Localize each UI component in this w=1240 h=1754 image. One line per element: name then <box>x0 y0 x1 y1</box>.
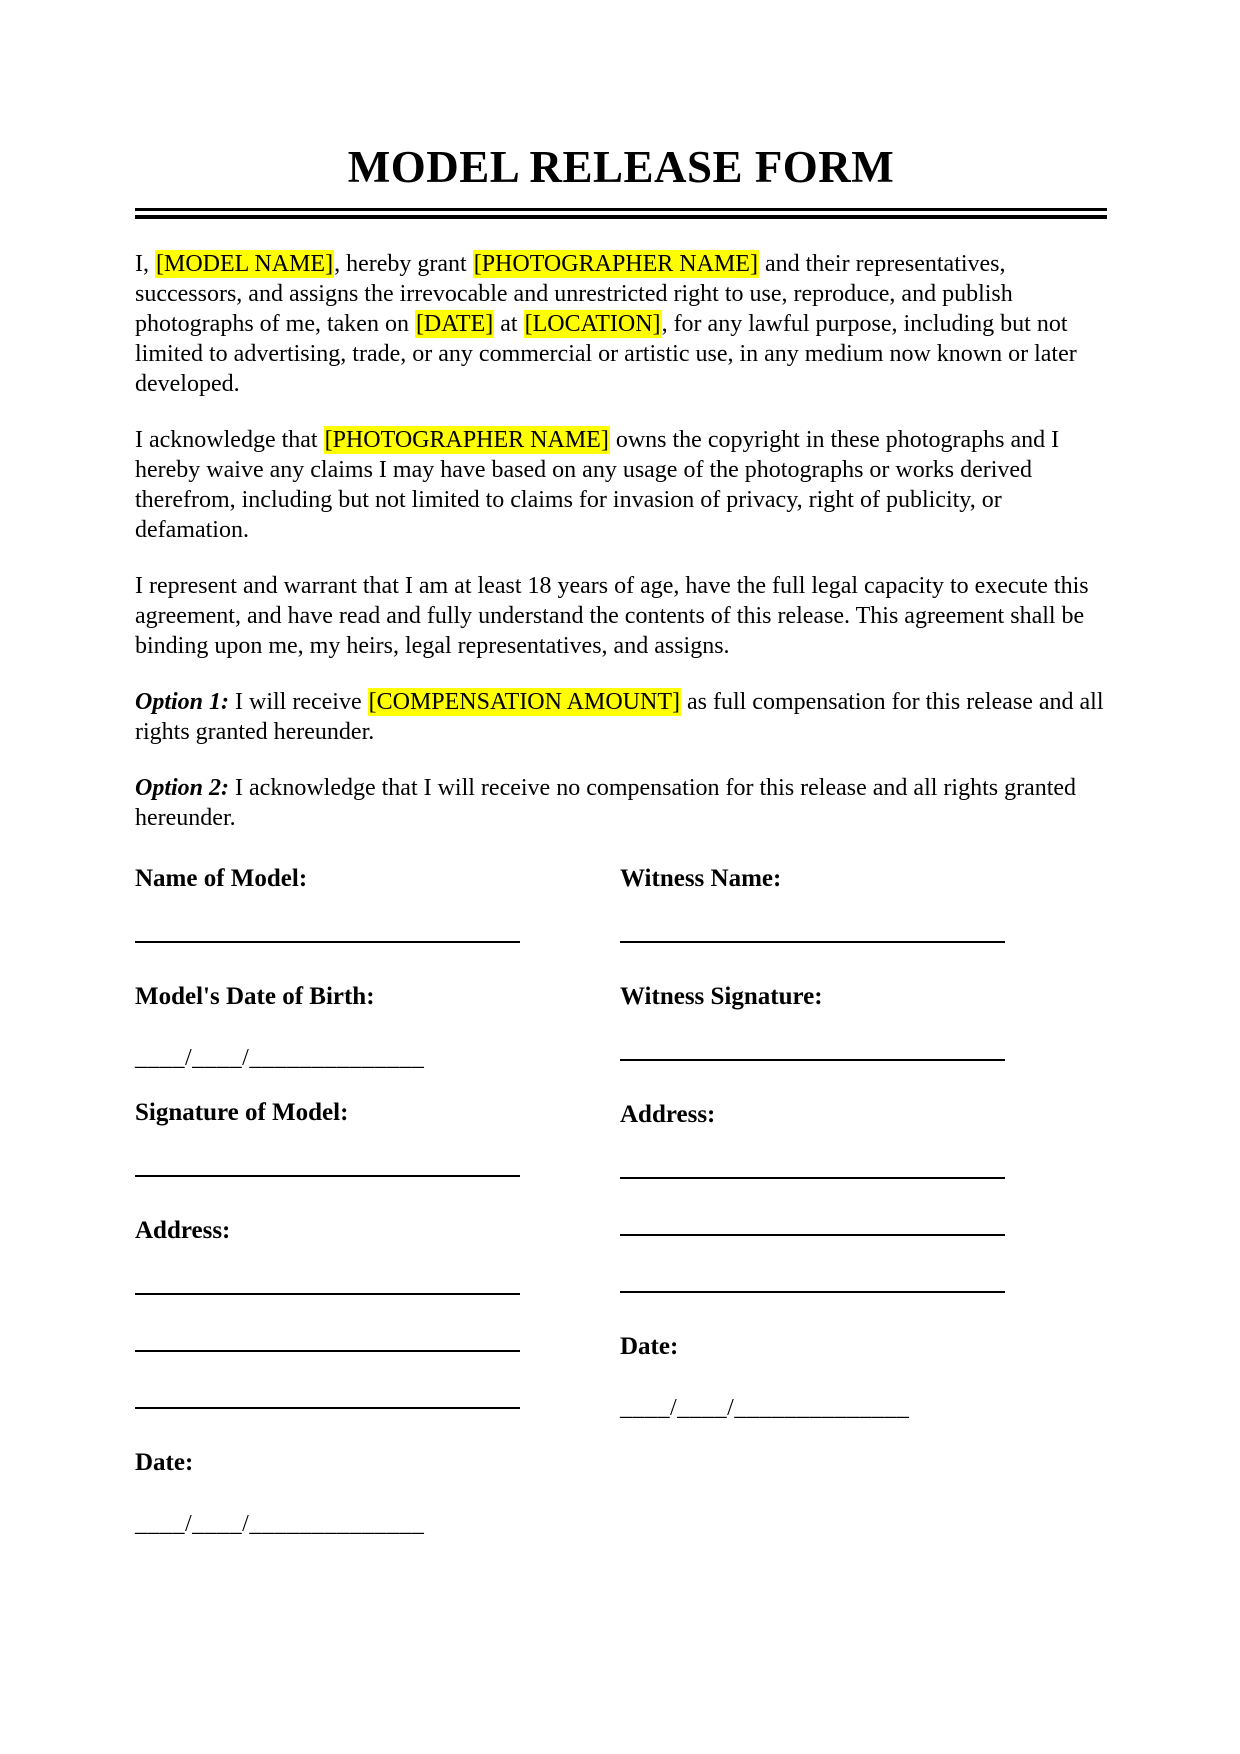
text-segment: , hereby grant <box>334 251 473 277</box>
witness-name-label: Witness Name: <box>620 865 782 892</box>
model-dob-dateline: ____/____/______________ <box>135 1045 425 1071</box>
warranty-paragraph <box>135 571 1110 661</box>
placeholder-highlight: [DATE] <box>415 311 494 337</box>
witness-address-line-2 <box>620 1234 1005 1236</box>
text-segment: and their representatives, successors, and assigns the irrevocable and unrestricted right to use, reproduce, and publish photographs of me, taken on <box>135 251 1013 337</box>
model-date-label: Date: <box>135 1449 194 1476</box>
grant-paragraph <box>135 249 1110 399</box>
page-title: MODEL RELEASE FORM <box>347 142 895 192</box>
text-segment: I will receive <box>229 689 368 715</box>
placeholder-highlight: [PHOTOGRAPHER NAME] <box>324 427 609 453</box>
witness-signature-label: Witness Signature: <box>620 983 823 1010</box>
signature-of-model-label: Signature of Model: <box>135 1099 349 1126</box>
witness-date-label: Date: <box>620 1333 679 1360</box>
witness-signature-line <box>620 1059 1005 1061</box>
model-address-label: Address: <box>135 1217 231 1244</box>
text-segment: owns the copyright in these photographs and I hereby waive any claims I may have based on any usage of the photographs or works derived therefrom, including but not limited to claims for invasion of privacy, right of publicity, or defamation. <box>135 427 1060 543</box>
model-address-line-3 <box>135 1407 520 1409</box>
text-segment: I acknowledge that <box>135 427 324 453</box>
placeholder-highlight: [PHOTOGRAPHER NAME] <box>473 251 758 277</box>
model-date-dateline: ____/____/______________ <box>135 1511 425 1537</box>
text-segment: , for any lawful purpose, including but not limited to advertising, trade, or any commercial or artistic use, in any medium now known or later developed. <box>135 311 1077 397</box>
model-address-line-1 <box>135 1293 520 1295</box>
model-address-line-2 <box>135 1350 520 1352</box>
option-label: Option 2: <box>135 775 230 801</box>
witness-address-label: Address: <box>620 1101 716 1128</box>
name-of-model-label: Name of Model: <box>135 865 308 892</box>
copyright-paragraph <box>135 425 1110 545</box>
witness-column <box>620 864 1008 1539</box>
model-column <box>135 864 523 1539</box>
text-segment: I acknowledge that I will receive no compensation for this release and all rights granted hereunder. <box>135 775 1077 831</box>
witness-address-line-1 <box>620 1177 1005 1179</box>
witness-name-line <box>620 941 1005 943</box>
model-dob-label: Model's Date of Birth: <box>135 983 375 1010</box>
option-2-paragraph <box>135 773 1110 833</box>
name-of-model-line <box>135 941 520 943</box>
body-paragraphs <box>135 249 1110 833</box>
text-segment: as full compensation for this release and all rights granted hereunder. <box>135 689 1104 745</box>
signature-form <box>135 864 1107 1539</box>
witness-address-line-3 <box>620 1291 1005 1293</box>
title-divider <box>135 208 1107 219</box>
witness-date-dateline: ____/____/______________ <box>620 1395 910 1421</box>
placeholder-highlight: [COMPENSATION AMOUNT] <box>368 689 680 715</box>
text-segment: I represent and warrant that I am at least 18 years of age, have the full legal capacity to execute this agreement, and have read and fully understand the contents of this release. This agreement shall be binding upon me, my heirs, legal representatives, and assigns. <box>135 573 1089 659</box>
option-label: Option 1: <box>135 689 230 715</box>
text-segment: at <box>494 311 524 337</box>
text-segment: I, <box>135 251 155 277</box>
signature-of-model-line <box>135 1175 520 1177</box>
placeholder-highlight: [LOCATION] <box>524 311 661 337</box>
placeholder-highlight: [MODEL NAME] <box>156 251 334 277</box>
option-1-paragraph <box>135 687 1110 747</box>
